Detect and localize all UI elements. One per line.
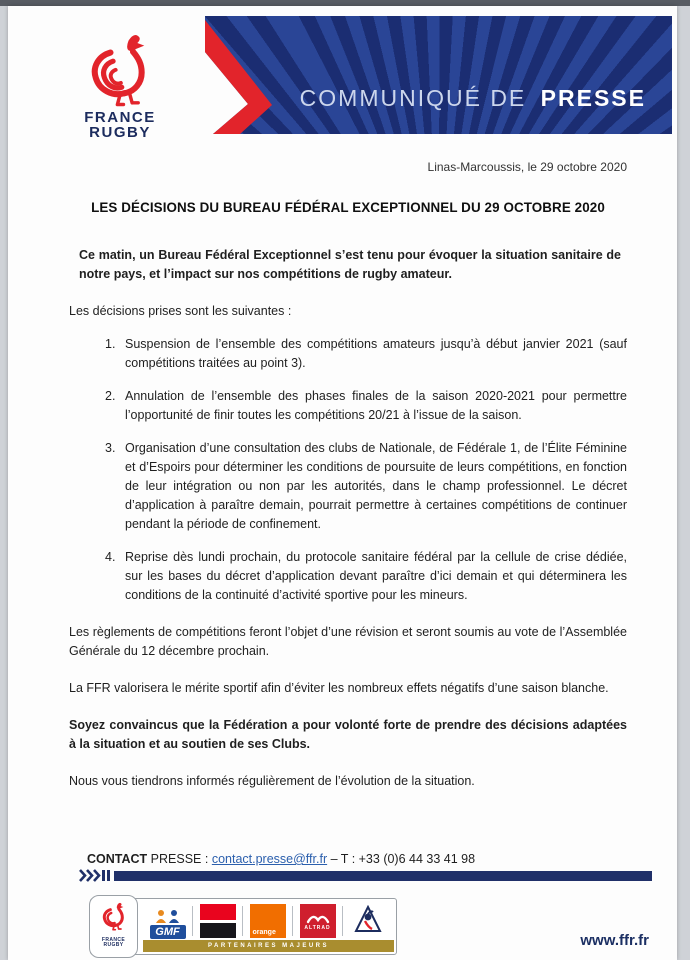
footer-rule-bar: [114, 871, 652, 881]
banner-title: [300, 85, 646, 112]
banner-title-bold: PRESSE: [540, 85, 646, 111]
rooster-icon: [99, 899, 129, 933]
sponsor-france-rugby-logo: [89, 895, 138, 958]
list-item: [69, 548, 627, 605]
document-body: [8, 158, 677, 791]
sponsor-gmf-logo: [143, 902, 192, 940]
sponsor-societe-generale-logo: [193, 902, 242, 940]
orange-label: orange: [252, 929, 276, 936]
brand-line-2: RUGBY: [89, 124, 151, 141]
list-item-number: 2.: [105, 389, 116, 403]
footer: [8, 852, 677, 955]
red-chevron-icon: [205, 16, 300, 134]
mini-brand-line-1: FRANCE: [101, 937, 126, 943]
altrad-bird-icon: [306, 912, 330, 924]
list-item-text: Annulation de l’ensemble des phases finales de la saison 2020-2021 pour permettre l’opportunité de finir toutes les compétitions 20/21 à l’issue de la saison.: [125, 389, 627, 422]
rooster-icon: [81, 30, 159, 108]
header: [8, 6, 677, 146]
sponsor-altrad-logo: [293, 902, 342, 940]
list-item: [69, 439, 627, 534]
footer-rule: [78, 869, 652, 882]
sponsor-strip: [90, 898, 397, 955]
gmf-label: GMF: [150, 925, 186, 939]
list-item-number: 3.: [105, 441, 116, 455]
paragraph-reglements: Les règlements de compétitions feront l’objet d’une révision et seront soumis au vote de l’Assemblée Générale du 12 décembre prochain.: [69, 625, 627, 658]
list-item-text: Suspension de l’ensemble des compétitions amateurs jusqu’à début janvier 2021 (sauf compétitions traitées au point 3).: [125, 337, 627, 370]
contact-phone: – T : +33 (0)6 44 33 41 98: [330, 852, 476, 866]
chevrons-icon: [78, 869, 112, 882]
altrad-label: ALTRAD: [304, 924, 331, 931]
list-item-text: Organisation d’une consultation des clubs de Nationale, de Fédérale 1, de l’Élite Féminine et d’Espoirs pour déterminer les conditions de poursuite de leurs compétitions, en fonction de leur intégration ou non par les autorités, dans le champ professionnel. Le décret d’application à paraître demain, pourrait permettre à certaines compétitions de continuer pendant la période de confinement.: [125, 441, 627, 531]
page-title: LES DÉCISIONS DU BUREAU FÉDÉRAL EXCEPTIONNEL DU 29 OCTOBRE 2020: [91, 200, 605, 215]
partners-bar: [143, 940, 394, 952]
website-url: www.ffr.fr: [580, 932, 649, 949]
dateline: Linas-Marcoussis, le 29 octobre 2020: [427, 160, 627, 174]
sponsor-le-coq-sportif-logo: [343, 902, 392, 940]
le-coq-sportif-icon: [353, 905, 383, 937]
list-intro: Les décisions prises sont les suivantes :: [69, 304, 292, 318]
list-item-number: 1.: [105, 337, 116, 351]
gmf-figures-icon: [153, 909, 183, 925]
contact-label-bold: CONTACT: [87, 852, 148, 866]
press-banner: [205, 16, 672, 134]
sponsor-orange-logo: [243, 902, 292, 940]
partners-bar-label: PARTENAIRES MAJEURS: [207, 943, 330, 949]
france-rugby-logo: [60, 30, 180, 140]
banner-title-light: COMMUNIQUÉ DE: [299, 85, 527, 111]
list-item: [69, 387, 627, 425]
contact-line: [8, 852, 677, 866]
list-item: [69, 335, 627, 373]
contact-label: PRESSE :: [150, 852, 209, 866]
list-item-number: 4.: [105, 550, 116, 564]
brand-line-1: FRANCE: [84, 109, 156, 126]
sponsor-logos-row: [143, 902, 392, 940]
paragraph-conviction: Soyez convaincus que la Fédération a pour volonté forte de prendre des décisions adaptées à la situation et au soutien de ses Clubs.: [69, 718, 627, 751]
contact-email-link[interactable]: contact.presse@ffr.fr: [211, 852, 328, 866]
paragraph-merite: La FFR valorisera le mérite sportif afin d’éviter les nombreux effets négatifs d’une saison blanche.: [69, 681, 609, 695]
paragraph-closing: Nous vous tiendrons informés régulièrement de l’évolution de la situation.: [69, 774, 475, 788]
press-release-page: [8, 6, 677, 960]
list-item-text: Reprise dès lundi prochain, du protocole sanitaire fédéral par la cellule de crise dédiée, sur les bases du décret d’application devant paraître d’ici demain et qui déterminera les conditions de la continuité d’activité sportive pour les mineurs.: [125, 550, 627, 602]
mini-brand-line-2: RUGBY: [103, 942, 124, 948]
intro-paragraph: Ce matin, un Bureau Fédéral Exceptionnel s’est tenu pour évoquer la situation sanitaire de notre pays, et l’impact sur nos compétitions de rugby amateur.: [79, 248, 621, 281]
